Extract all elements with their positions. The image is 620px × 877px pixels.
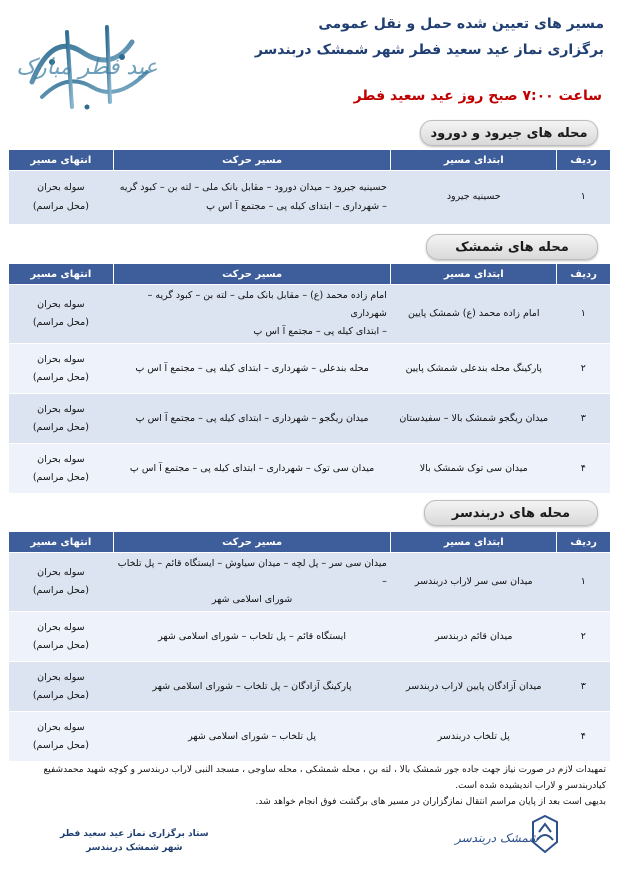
route-path (113, 344, 391, 394)
route-end-note: (محل مراسم) (32, 421, 89, 433)
route-end (9, 553, 114, 612)
route-end (9, 344, 114, 394)
route-start: میدان سی توک شمشک بالا (391, 444, 557, 494)
route-path-line: شورای اسلامی شهر (211, 594, 293, 606)
route-end-label: سوله بحران (37, 621, 85, 633)
route-path (113, 394, 391, 444)
footer-organizer (60, 828, 209, 855)
route-start: حسینیه جیرود (391, 171, 557, 225)
route-end (9, 612, 114, 662)
route-end-note: (محل مراسم) (32, 639, 89, 651)
row-number: ۲ (557, 612, 610, 662)
route-end-label: سوله بحران (37, 453, 85, 465)
row-number: ۴ (557, 444, 610, 494)
route-path-line: پارکینگ آزادگان – پل تلخاب – شورای اسلامی شهر (152, 680, 352, 692)
municipality-logo (445, 812, 570, 860)
table-row (9, 394, 611, 444)
note-line-2: بدیهی است بعد از پایان مراسم انتقال نمازگزاران در مسیر های برگشت فوق انجام خواهد شد. (255, 797, 606, 808)
route-end (9, 662, 114, 712)
title-line-1: مسیر های تعیین شده حمل و نقل عمومی (318, 16, 604, 32)
route-table-jirud-dorud (8, 150, 610, 225)
row-number: ۱ (557, 553, 610, 612)
col-header-start: ابتدای مسیر (391, 264, 557, 285)
route-path (113, 612, 391, 662)
col-header-start: ابتدای مسیر (391, 150, 557, 171)
route-end-note: (محل مراسم) (32, 471, 89, 483)
route-path (113, 444, 391, 494)
route-path-line: حسینیه جیرود – میدان دورود – مقابل بانک ملی – لته بن – کبود گریه (119, 182, 387, 194)
route-end (9, 394, 114, 444)
route-end (9, 712, 114, 762)
route-path-line: – شهرداری – ابتدای کیله پی – مجتمع آ اس پ (206, 200, 387, 212)
route-path (113, 712, 391, 762)
route-end-note: (محل مراسم) (32, 317, 89, 329)
route-end-note: (محل مراسم) (32, 739, 89, 751)
col-header-end: انتهای مسیر (9, 532, 114, 553)
notes (10, 762, 606, 811)
route-start: میدان قائم دربندسر (391, 612, 557, 662)
row-number: ۳ (557, 394, 610, 444)
col-header-path: مسیر حرکت (113, 264, 391, 285)
route-end-note: (محل مراسم) (32, 200, 89, 212)
row-number: ۱ (557, 285, 610, 344)
table-row (9, 553, 611, 612)
row-number: ۳ (557, 662, 610, 712)
route-path-line: میدان سی سر – پل لچه – میدان سیاوش – ایستگاه قائم – پل تلخاب – (117, 558, 387, 588)
row-number: ۴ (557, 712, 610, 762)
eid-fitr-calligraphy-logo (12, 12, 162, 122)
table-row (9, 285, 611, 344)
note-line-1: تمهیدات لازم در صورت نیاز جهت جاده جور شمشک بالا ، لته بن ، محله شمشکی ، محله ساوجی ، مسجد النبی لاراب دربندسر و کوچه شهید محمدشفیع کیادربندسر و لاراب اندیشیده شده است. (43, 765, 606, 792)
table-row (9, 612, 611, 662)
route-end-label: سوله بحران (37, 299, 85, 311)
route-start: پل تلخاب دربندسر (391, 712, 557, 762)
route-path-line: میدان ریگجو – شهرداری – ابتدای کیله پی – مجتمع آ اس پ (135, 412, 369, 424)
route-end-note: (محل مراسم) (32, 689, 89, 701)
col-header-start: ابتدای مسیر (391, 532, 557, 553)
svg-text:عید فطر مبارک: عید فطر مبارک (16, 55, 158, 80)
route-end-label: سوله بحران (37, 353, 85, 365)
route-path (113, 285, 391, 344)
col-header-path: مسیر حرکت (113, 532, 391, 553)
section-title-shemshak: محله های شمشک (426, 234, 598, 260)
route-end (9, 171, 114, 225)
route-path (113, 171, 391, 225)
route-start: میدان ریگجو شمشک بالا – سفیدستان (391, 394, 557, 444)
col-header-row: ردیف (557, 264, 610, 285)
route-path (113, 553, 391, 612)
section-title-darbandsar: محله های دربندسر (424, 500, 598, 526)
col-header-end: انتهای مسیر (9, 264, 114, 285)
route-end (9, 285, 114, 344)
route-end-label: سوله بحران (37, 671, 85, 683)
header (0, 8, 620, 118)
route-end (9, 444, 114, 494)
col-header-row: ردیف (557, 532, 610, 553)
section-title-jirud-dorud: محله های جیرود و دورود (420, 120, 598, 146)
table-row (9, 171, 611, 225)
route-path (113, 662, 391, 712)
title-line-2: برگزاری نماز عید سعید فطر شهر شمشک دربندسر (254, 42, 604, 58)
footer-logo-text: شمشک دربندسر (455, 831, 539, 845)
route-start: امام زاده محمد (ع) شمشک پایین (391, 285, 557, 344)
route-start: میدان سی سر لاراب دربندسر (391, 553, 557, 612)
table-row (9, 444, 611, 494)
row-number: ۲ (557, 344, 610, 394)
col-header-end: انتهای مسیر (9, 150, 114, 171)
route-path-line: محله بندعلی – شهرداری – ابتدای کیله پی – مجتمع آ اس پ (135, 362, 369, 374)
table-row (9, 662, 611, 712)
col-header-path: مسیر حرکت (113, 150, 391, 171)
row-number: ۱ (557, 171, 610, 225)
route-path-line: پل تلخاب – شورای اسلامی شهر (188, 730, 316, 742)
footer-org-line-1: ستاد برگزاری نماز عید سعید فطر (60, 829, 209, 839)
table-row (9, 344, 611, 394)
footer-org-line-2: شهر شمشک دربندسر (86, 842, 183, 853)
route-end-label: سوله بحران (37, 567, 85, 579)
route-end-note: (محل مراسم) (32, 585, 89, 597)
route-end-label: سوله بحران (37, 182, 85, 194)
col-header-row: ردیف (557, 150, 610, 171)
route-path-line: میدان سی توک – شهرداری – ابتدای کیله پی – مجتمع آ اس پ (129, 462, 375, 474)
route-path-line: امام زاده محمد (ع) – مقابل بانک ملی – لته بن – کبود گریه – شهرداری (147, 290, 387, 320)
route-table-darbandsar (8, 532, 610, 762)
route-end-label: سوله بحران (37, 403, 85, 415)
route-start: میدان آزادگان پایین لاراب دربندسر (391, 662, 557, 712)
time-line: ساعت ۷:۰۰ صبح روز عید سعید فطر (353, 88, 602, 104)
route-path-line: – ابتدای کیله پی – مجتمع آ اس پ (253, 326, 387, 338)
route-start: پارکینگ محله بندعلی شمشک پایین (391, 344, 557, 394)
route-path-line: ایستگاه قائم – پل تلخاب – شورای اسلامی شهر (158, 630, 346, 642)
table-row (9, 712, 611, 762)
route-table-shemshak (8, 264, 610, 494)
route-end-note: (محل مراسم) (32, 371, 89, 383)
route-end-label: سوله بحران (37, 721, 85, 733)
